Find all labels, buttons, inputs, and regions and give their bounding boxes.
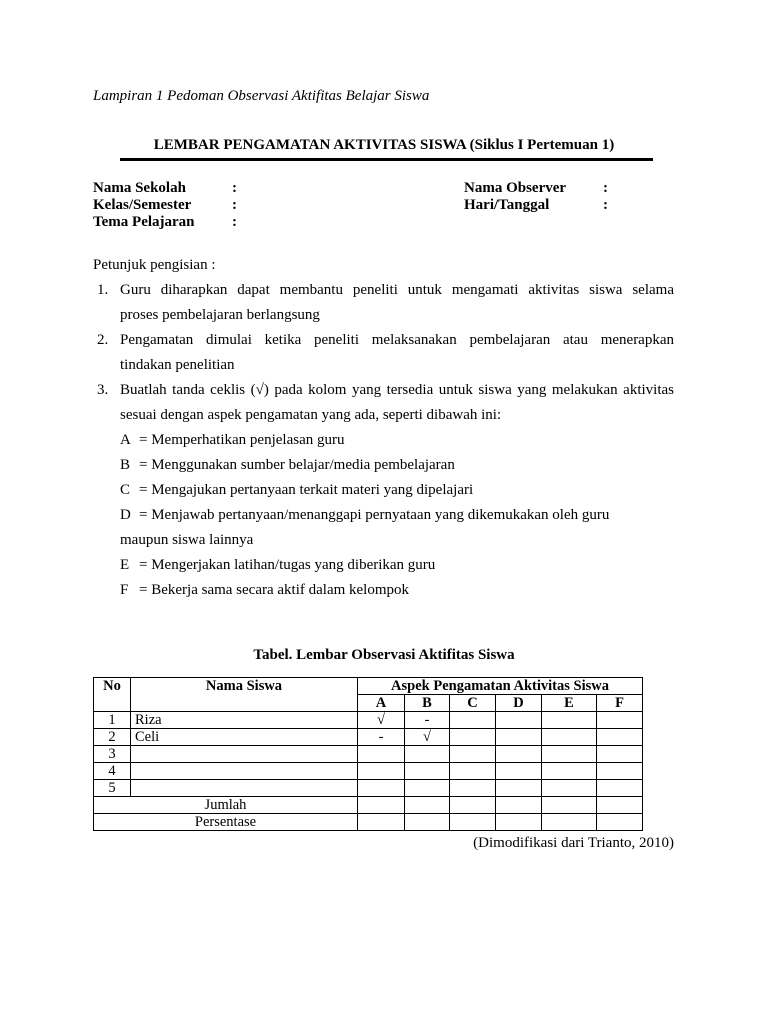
aspect-text-d: = Menjawab pertanyaan/menanggapi pernyataan yang dikemukakan oleh guru: [139, 507, 610, 523]
table-row: [94, 746, 643, 763]
appendix-heading: Lampiran 1 Pedoman Observasi Aktifitas Belajar Siswa: [93, 88, 430, 104]
table-row: [94, 763, 643, 780]
aspect-text-d-continuation: maupun siswa lainnya: [120, 532, 254, 548]
aspect-text-c: = Mengajukan pertanyaan terkait materi yang dipelajari: [139, 482, 474, 498]
row-name: [131, 763, 358, 780]
row-mark-a: [358, 780, 405, 797]
instruction-2-line-1: Pengamatan dimulai ketika peneliti melaksanakan pembelajaran atau menerapkan: [120, 332, 674, 348]
row-no: 4: [94, 763, 131, 780]
instruction-1-line-2: proses pembelajaran berlangsung: [120, 307, 320, 323]
row-mark-a: -: [358, 729, 405, 746]
instruction-3-line-2: sesuai dengan aspek pengamatan yang ada, seperti dibawah ini:: [120, 407, 502, 423]
percentage-cell: [450, 814, 496, 831]
percentage-cell: [496, 814, 542, 831]
field-colon: :: [603, 197, 608, 213]
header-aspect-e: E: [542, 695, 597, 712]
header-aspects-group: Aspek Pengamatan Aktivitas Siswa: [358, 678, 643, 695]
table-row: [94, 712, 643, 729]
aspect-text-b: = Menggunakan sumber belajar/media pembelajaran: [139, 457, 455, 473]
row-mark-e: [542, 780, 597, 797]
aspect-letter-e: E: [120, 557, 130, 573]
row-mark-a: [358, 763, 405, 780]
aspect-letter-d: D: [120, 507, 131, 523]
row-mark-d: [496, 712, 542, 729]
aspect-text-a: = Memperhatikan penjelasan guru: [139, 432, 345, 448]
field-colon: :: [603, 180, 608, 196]
total-cell: [496, 797, 542, 814]
row-no: 1: [94, 712, 131, 729]
field-label-school: Nama Sekolah: [93, 180, 186, 196]
row-no: 5: [94, 780, 131, 797]
header-no: No: [94, 678, 131, 712]
row-mark-e: [542, 729, 597, 746]
instruction-3-line-1: Buatlah tanda ceklis (√) pada kolom yang tersedia untuk siswa yang melakukan aktivitas: [120, 382, 674, 398]
header-aspect-b: B: [405, 695, 450, 712]
row-mark-b: [405, 763, 450, 780]
row-mark-d: [496, 729, 542, 746]
row-mark-c: [450, 746, 496, 763]
header-name: Nama Siswa: [131, 678, 358, 712]
row-mark-f: [597, 780, 643, 797]
row-mark-d: [496, 746, 542, 763]
field-label-theme: Tema Pelajaran: [93, 214, 195, 230]
observation-table: [93, 677, 643, 831]
percentage-label: Persentase: [94, 814, 358, 831]
total-cell: [597, 797, 643, 814]
field-colon: :: [232, 197, 237, 213]
instruction-number: 1.: [97, 282, 109, 298]
total-cell: [358, 797, 405, 814]
total-label: Jumlah: [94, 797, 358, 814]
source-citation: (Dimodifikasi dari Trianto, 2010): [473, 835, 674, 851]
row-mark-e: [542, 746, 597, 763]
table-row: [94, 780, 643, 797]
row-no: 2: [94, 729, 131, 746]
row-mark-b: √: [405, 729, 450, 746]
instruction-1-line-1: Guru diharapkan dapat membantu peneliti untuk mengamati aktivitas siswa selama: [120, 282, 674, 298]
row-mark-c: [450, 729, 496, 746]
row-mark-e: [542, 763, 597, 780]
row-name: Riza: [131, 712, 358, 729]
row-mark-e: [542, 712, 597, 729]
header-aspect-c: C: [450, 695, 496, 712]
field-colon: :: [232, 214, 237, 230]
table-row: [94, 729, 643, 746]
aspect-letter-b: B: [120, 457, 131, 473]
aspect-letter-a: A: [120, 432, 131, 448]
percentage-cell: [405, 814, 450, 831]
table-header-row: [94, 678, 643, 695]
row-mark-d: [496, 763, 542, 780]
row-no: 3: [94, 746, 131, 763]
field-colon: :: [232, 180, 237, 196]
row-mark-f: [597, 763, 643, 780]
row-mark-b: -: [405, 712, 450, 729]
row-mark-f: [597, 729, 643, 746]
form-title: LEMBAR PENGAMATAN AKTIVITAS SISWA (Siklus I Pertemuan 1): [153, 137, 615, 153]
total-cell: [405, 797, 450, 814]
row-mark-c: [450, 712, 496, 729]
row-name: Celi: [131, 729, 358, 746]
total-cell: [542, 797, 597, 814]
row-mark-a: √: [358, 712, 405, 729]
field-label-class: Kelas/Semester: [93, 197, 192, 213]
aspect-text-f: = Bekerja sama secara aktif dalam kelompok: [139, 582, 410, 598]
aspect-letter-c: C: [120, 482, 131, 498]
field-label-observer: Nama Observer: [464, 180, 567, 196]
row-mark-f: [597, 746, 643, 763]
table-total-row: [94, 797, 643, 814]
instruction-2-line-2: tindakan penelitian: [120, 357, 235, 373]
header-aspect-d: D: [496, 695, 542, 712]
table-percentage-row: [94, 814, 643, 831]
instructions-intro: Petunjuk pengisian :: [93, 257, 216, 273]
row-mark-b: [405, 780, 450, 797]
row-name: [131, 780, 358, 797]
total-cell: [450, 797, 496, 814]
percentage-cell: [542, 814, 597, 831]
field-label-date: Hari/Tanggal: [464, 197, 550, 213]
table-caption: Tabel. Lembar Observasi Aktifitas Siswa: [253, 647, 515, 663]
title-underline: [120, 158, 653, 161]
percentage-cell: [358, 814, 405, 831]
row-mark-d: [496, 780, 542, 797]
row-mark-b: [405, 746, 450, 763]
row-mark-f: [597, 712, 643, 729]
row-mark-c: [450, 763, 496, 780]
row-mark-c: [450, 780, 496, 797]
aspect-text-e: = Mengerjakan latihan/tugas yang diberikan guru: [139, 557, 436, 573]
instruction-number: 2.: [97, 332, 109, 348]
instruction-number: 3.: [97, 382, 109, 398]
header-aspect-a: A: [358, 695, 405, 712]
row-name: [131, 746, 358, 763]
percentage-cell: [597, 814, 643, 831]
row-mark-a: [358, 746, 405, 763]
header-aspect-f: F: [597, 695, 643, 712]
aspect-letter-f: F: [120, 582, 129, 598]
